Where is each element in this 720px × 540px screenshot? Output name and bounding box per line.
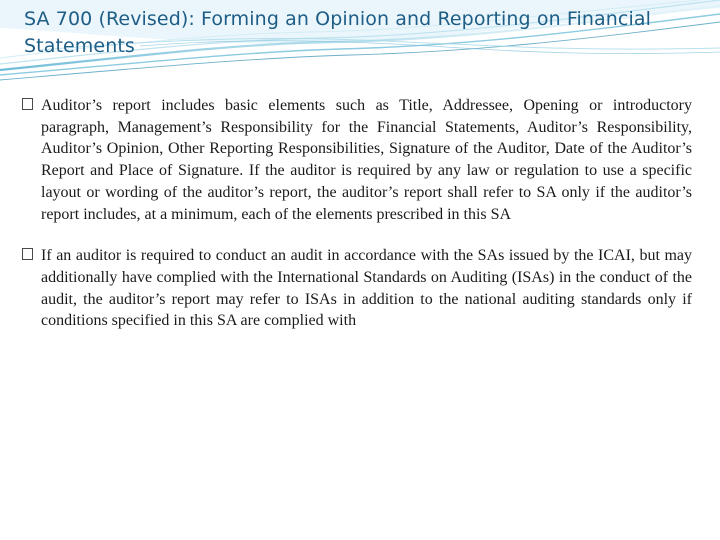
bullet-box-icon xyxy=(22,98,33,110)
bullet-box-icon xyxy=(22,248,33,260)
bullet-text: If an auditor is required to conduct an audit in accordance with the SAs issued by the ICAI, but may additionally have complied with the International Standards on Auditing (ISAs) in the conduct of the audit, the auditor’s report may refer to ISAs in addition to the national auditing standards only if conditions specified in this SA are complied with xyxy=(41,247,692,330)
bullet-item xyxy=(22,95,692,225)
bullet-list xyxy=(22,95,692,352)
bullet-item xyxy=(22,245,692,332)
bullet-text: Auditor’s report includes basic elements such as Title, Addressee, Opening or introductory paragraph, Management’s Responsibility for the Financial Statements, Auditor’s Responsibility, Auditor’s Opinion, Other Reporting Responsibilities, Signature of the Auditor, Date of the Auditor’s Report and Place of Signature. If the auditor is required by any law or regulation to use a specific layout or wording of the auditor’s report, the auditor’s report shall refer to SA only if the auditor’s report includes, at a minimum, each of the elements prescribed in this SA xyxy=(41,97,692,223)
slide-title: SA 700 (Revised): Forming an Opinion and Reporting on Financial Statements xyxy=(24,8,651,57)
